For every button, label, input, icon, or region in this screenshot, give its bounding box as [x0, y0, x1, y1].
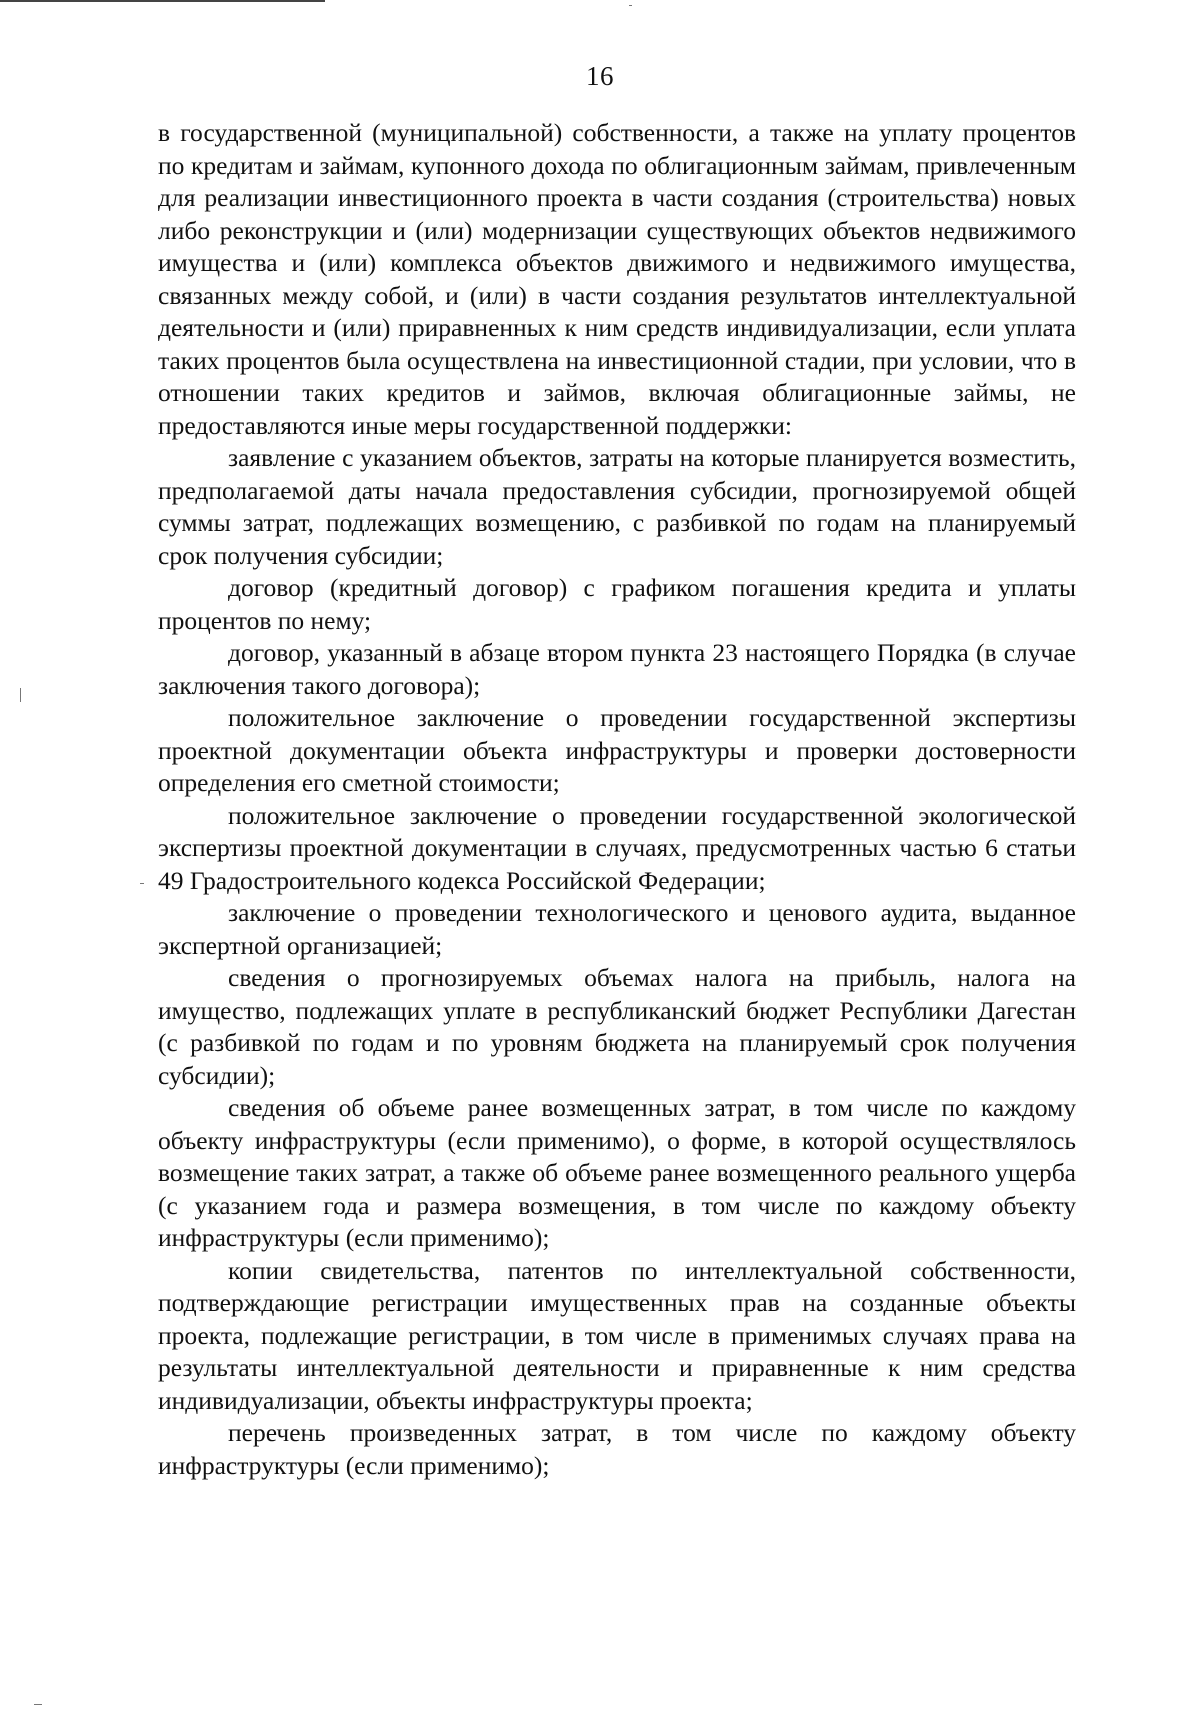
paragraph-ecological-expertise: положительное заключение о проведении государственной экологической экспертизы проектной документации в случаях, предусмотренных частью 6 статьи 49 Градостроительного кодекса Российской Федерации;	[158, 800, 1076, 895]
top-rule	[0, 0, 325, 2]
paragraph-continuation: в государственной (муниципальной) собственности, а также на уплату процентов по кредитам и займам, купонного дохода по облигационным займам, привлеченным для реализации инвестиционного проекта в части создания (строительства) новых либо реконструкции и (или) модернизации существующих объектов недвижимого имущества и (или) комплекса объектов движимого и недвижимого имущества, связанных между собой, и (или) в части создания результатов интеллектуальной деятельности и (или) приравненных к ним средств индивидуализации, если уплата таких процентов была осуществлена на инвестиционной стадии, при условии, что в отношении таких кредитов и займов, включая облигационные займы, не предоставляются иные меры государственной поддержки:	[158, 118, 1076, 440]
paragraph-state-expertise: положительное заключение о проведении государственной экспертизы проектной документации объекта инфраструктуры и проверки достоверности определения его сметной стоимости;	[158, 703, 1076, 797]
scan-speck-margin	[140, 883, 144, 884]
page-number: 16	[586, 61, 614, 91]
paragraph-patent-copies: копии свидетельства, патентов по интеллектуальной собственности, подтверждающие регистрации имущественных прав на созданные объекты проекта, подлежащие регистрации, в том числе в применимых случаях права на результаты интеллектуальной деятельности и приравненные к ним средства индивидуализации, объекты инфраструктуры проекта;	[158, 1255, 1076, 1415]
paragraph-audit: заключение о проведении технологического и ценового аудита, выданное экспертной организацией;	[158, 898, 1076, 960]
paragraph-application: заявление с указанием объектов, затраты на которые планируется возместить, предполагаемой даты начала предоставления субсидии, прогнозируемой общей суммы затрат, подлежащих возмещению, с разбивкой по годам на планируемый срок получения субсидии;	[158, 443, 1076, 570]
paragraph-tax-forecast: сведения о прогнозируемых объемах налога на прибыль, налога на имущество, подлежащих уплате в республиканский бюджет Республики Дагестан (с разбивкой по годам и по уровням бюджета на планируемый срок получения субсидии);	[158, 963, 1076, 1090]
paragraph-reimbursed-costs: сведения об объеме ранее возмещенных затрат, в том числе по каждому объекту инфраструктуры (если применимо), о форме, в которой осуществлялось возмещение таких затрат, а также об объеме ранее возмещенного реального ущерба (с указанием года и размера возмещения, в том числе по каждому объекту инфраструктуры (если применимо);	[158, 1093, 1076, 1252]
document-body	[158, 117, 1076, 1482]
scan-speck-bottom	[34, 1704, 42, 1705]
paragraph-agreement-item-23: договор, указанный в абзаце втором пункта 23 настоящего Порядка (в случае заключения такого договора);	[158, 638, 1076, 700]
scan-speck-left	[20, 688, 21, 702]
paragraph-costs-list: перечень произведенных затрат, в том числе по каждому объекту инфраструктуры (если применимо);	[158, 1418, 1076, 1480]
paragraph-credit-agreement: договор (кредитный договор) с графиком погашения кредита и уплаты процентов по нему;	[158, 573, 1076, 635]
scan-speck-top	[629, 5, 632, 6]
